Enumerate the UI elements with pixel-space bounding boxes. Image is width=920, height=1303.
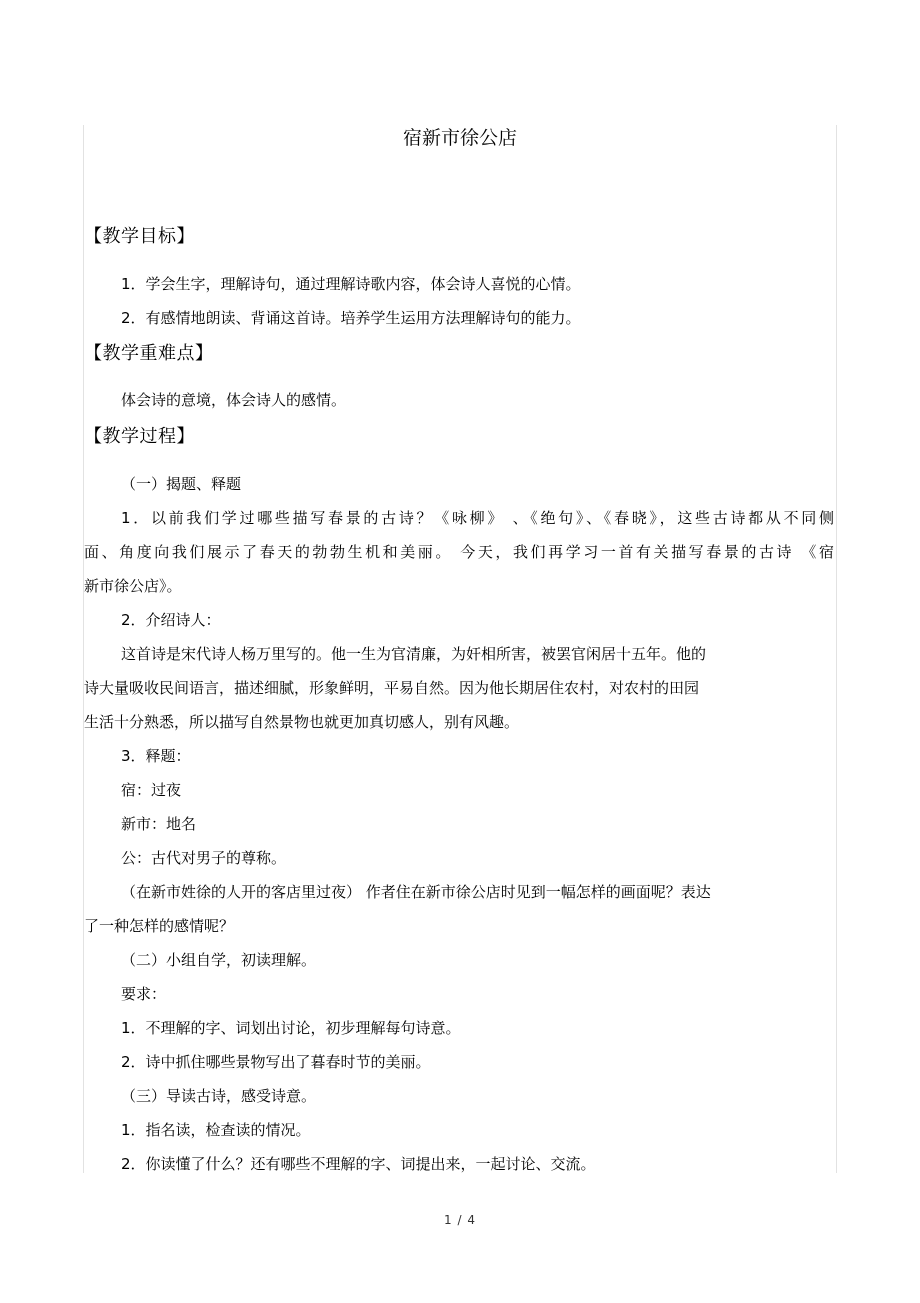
page-number: 1 / 4 (444, 1213, 476, 1227)
document-title: 宿新市徐公店 (402, 127, 517, 149)
right-margin-rule (836, 125, 837, 1173)
paragraph-line: 新市：地名 (121, 815, 197, 833)
paragraph-line: 生活十分熟悉，所以描写自然景物也就更加真切感人，别有风趣。 (84, 713, 520, 731)
paragraph-line: 1．以前我们学过哪些描写春景的古诗？《咏柳》 、《绝句》、《春晓》，这些古诗都从不同侧 (121, 509, 834, 527)
objective-line: 2．有感情地朗读、背诵这首诗。培养学生运用方法理解诗句的能力。 (121, 309, 581, 327)
paragraph-line: 诗大量吸收民间语言，描述细腻，形象鲜明，平易自然。因为他长期居住农村，对农村的田园 (84, 679, 700, 697)
paragraph-line: 新市徐公店》。 (84, 577, 182, 595)
paragraph-line: 2．诗中抓住哪些景物写出了暮春时节的美丽。 (121, 1053, 431, 1071)
section-heading: （二）小组自学，初读理解。 (121, 951, 317, 969)
paragraph-line: 面、角度向我们展示了春天的勃勃生机和美丽。 今天，我们再学习一首有关描写春景的古诗 《宿 (84, 543, 834, 561)
section-heading: （三）导读古诗，感受诗意。 (121, 1087, 317, 1105)
heading-teaching-process: 【教学过程】 (84, 426, 195, 447)
left-margin-rule (83, 125, 84, 1173)
paragraph-line: 1．指名读，检查读的情况。 (121, 1121, 311, 1139)
paragraph-line: 1．不理解的字、词划出讨论，初步理解每句诗意。 (121, 1019, 461, 1037)
paragraph-line: 公：古代对男子的尊称。 (121, 849, 287, 867)
paragraph-line: 这首诗是宋代诗人杨万里写的。他一生为官清廉，为奸相所害，被罢官闲居十五年。他的 (121, 645, 707, 663)
paragraph-line: （在新市姓徐的人开的客店里过夜） 作者住在新市徐公店时见到一幅怎样的画面呢？表达 (121, 883, 711, 901)
paragraph-line: 要求： (121, 985, 167, 1003)
key-point-line: 体会诗的意境，体会诗人的感情。 (121, 391, 347, 409)
objective-line: 1．学会生字，理解诗句，通过理解诗歌内容，体会诗人喜悦的心情。 (121, 275, 581, 293)
paragraph-line: 2．介绍诗人： (121, 611, 221, 629)
paragraph-line: 2．你读懂了什么？还有哪些不理解的字、词提出来，一起讨论、交流。 (121, 1155, 596, 1173)
paragraph-line: 了一种怎样的感情呢？ (84, 917, 235, 935)
paragraph-line: 3．释题： (121, 747, 191, 765)
section-heading: （一）揭题、释题 (121, 475, 242, 493)
paragraph-line: 宿：过夜 (121, 781, 182, 799)
heading-key-points: 【教学重难点】 (84, 343, 214, 364)
heading-teaching-objectives: 【教学目标】 (84, 226, 195, 247)
